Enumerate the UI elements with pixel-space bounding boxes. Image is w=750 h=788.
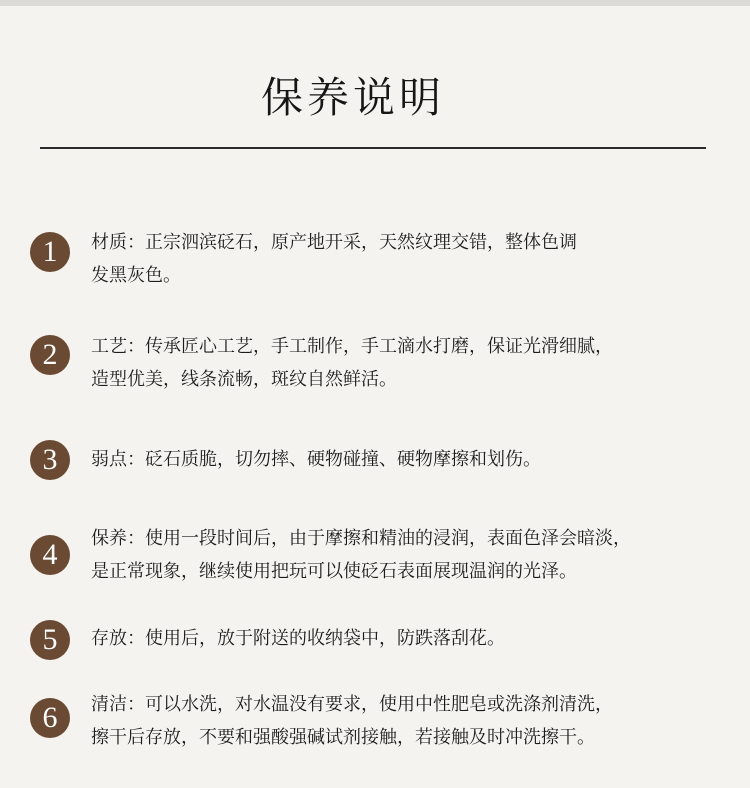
item-text: [91, 443, 731, 476]
title-divider: [40, 147, 706, 149]
item-text: [91, 622, 731, 655]
number-badge: 4: [30, 535, 70, 575]
item-line: 发黑灰色。: [91, 265, 181, 286]
item-line: 清洁：可以水洗，对水温没有要求，使用中性肥皂或洗涤剂清洗，: [91, 694, 613, 715]
item-text: [91, 330, 731, 396]
number-badge: 1: [30, 232, 70, 272]
number-badge: 3: [30, 440, 70, 480]
item-line: 擦干后存放，不要和强酸强碱试剂接触，若接触及时冲洗擦干。: [91, 727, 595, 748]
item-text: [91, 522, 731, 588]
item-text: [91, 226, 731, 292]
item-line: 是正常现象，继续使用把玩可以使砭石表面展现温润的光泽。: [91, 561, 577, 582]
item-line: 弱点：砭石质脆，切勿摔、硬物碰撞、硬物摩擦和划伤。: [91, 449, 541, 470]
item-line: 保养：使用一段时间后，由于摩擦和精油的浸润，表面色泽会暗淡，: [91, 528, 631, 549]
item-text: [91, 688, 731, 754]
number-badge: 5: [30, 620, 70, 660]
number-badge: 6: [30, 698, 70, 738]
item-line: 材质：正宗泗滨砭石，原产地开采，天然纹理交错，整体色调: [91, 232, 577, 253]
number-badge: 2: [30, 335, 70, 375]
item-line: 造型优美，线条流畅，斑纹自然鲜活。: [91, 369, 397, 390]
item-line: 存放：使用后，放于附送的收纳袋中，防跌落刮花。: [91, 628, 505, 649]
page-title: 保养说明: [260, 73, 445, 122]
top-strip: [0, 0, 750, 6]
item-line: 工艺：传承匠心工艺，手工制作，手工滴水打磨，保证光滑细腻，: [91, 336, 613, 357]
